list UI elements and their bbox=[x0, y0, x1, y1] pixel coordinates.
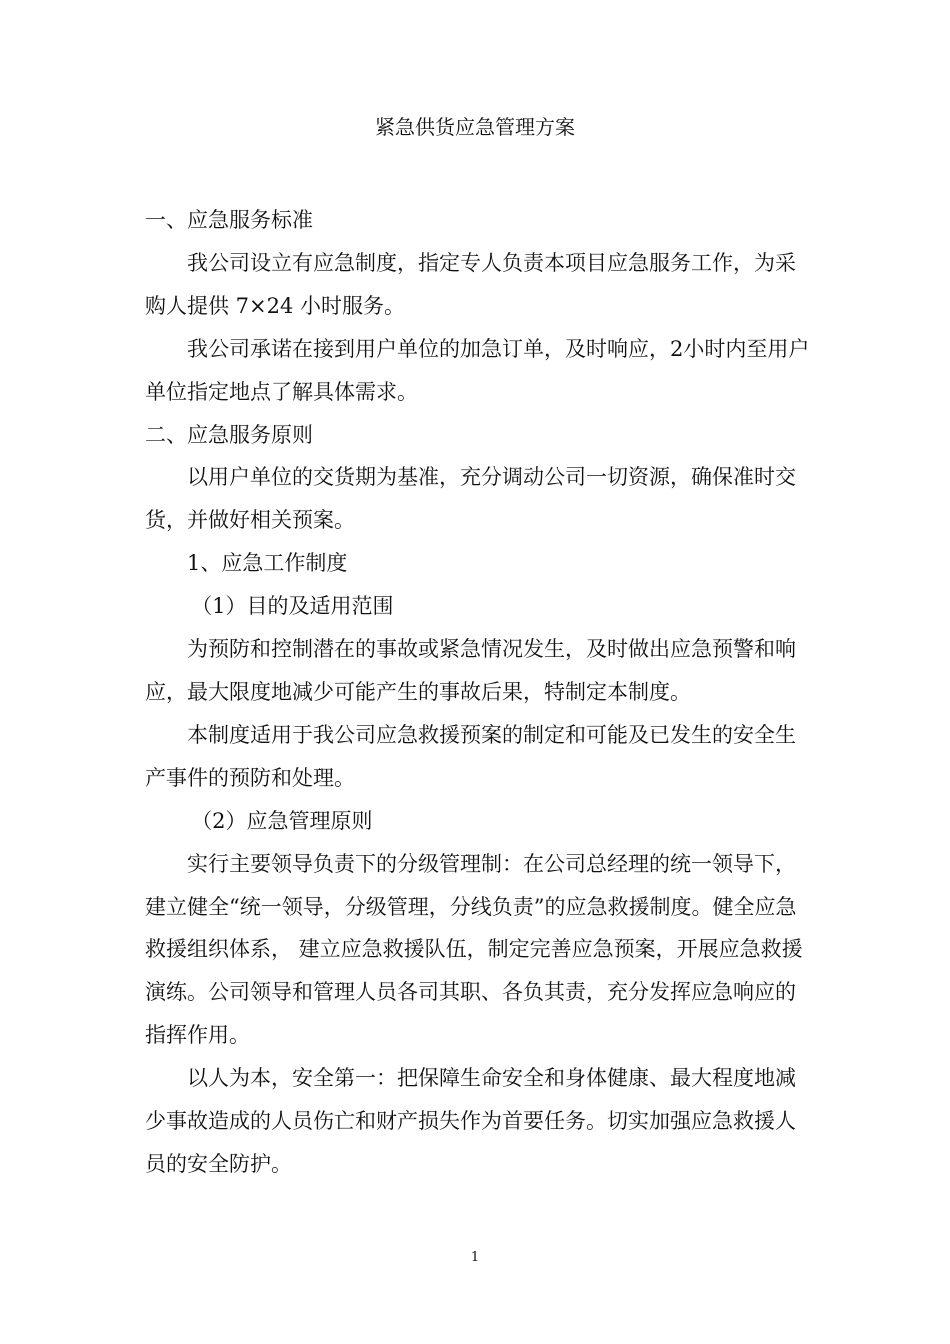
paragraph-purpose: 为预防和控制潜在的事故或紧急情况发生，及时做出应急预警和响应，最大限度地减少可能产生的事故后果，特制定本制度。 bbox=[145, 637, 796, 704]
paragraph-delivery-principle: 以用户单位的交货期为基准，充分调动公司一切资源，确保准时交货，并做好相关预案。 bbox=[145, 465, 796, 533]
subsubsection-heading-2: （2）应急管理原则 bbox=[191, 808, 373, 833]
paragraph-scope: 本制度适用于我公司应急救援预案的制定和可能及已发生的安全生产事件的预防和处理。 bbox=[145, 722, 796, 790]
document-body bbox=[145, 199, 815, 1186]
paragraph-management-system: 实行主要领导负责下的分级管理制：在公司总经理的统一领导下，建立健全“统一领导，分级管理，分线负责”的应急救援制度。健全应急救援组织体系， 建立应急救援队伍，制定完善应急预案，开展应急救援演练。公司领导和管理人员各司其职、各负其责，充分发挥应急响应的指挥作用。 bbox=[145, 851, 803, 1048]
page-number: 1 bbox=[470, 1250, 480, 1265]
subsubsection-heading-1: （1）目的及适用范围 bbox=[191, 594, 394, 619]
section-heading-2: 二、应急服务原则 bbox=[145, 422, 313, 447]
paragraph-safety-first: 以人为本，安全第一：把保障生命安全和身体健康、最大程度地减少事故造成的人员伤亡和财产损失作为首要任务。切实加强应急救援人员的安全防护。 bbox=[145, 1066, 796, 1176]
subsection-heading-1: 1、应急工作制度 bbox=[187, 551, 348, 576]
document-title: 紧急供货应急管理方案 bbox=[375, 115, 575, 139]
paragraph-response-promise: 我公司承诺在接到用户单位的加急订单，及时响应，2小时内至用户单位指定地点了解具体需求。 bbox=[145, 336, 810, 404]
section-heading-1: 一、应急服务标准 bbox=[145, 208, 313, 232]
paragraph-service-commitment: 我公司设立有应急制度，指定专人负责本项目应急服务工作，为采购人提供 7×24 小时服务。 bbox=[145, 250, 796, 318]
